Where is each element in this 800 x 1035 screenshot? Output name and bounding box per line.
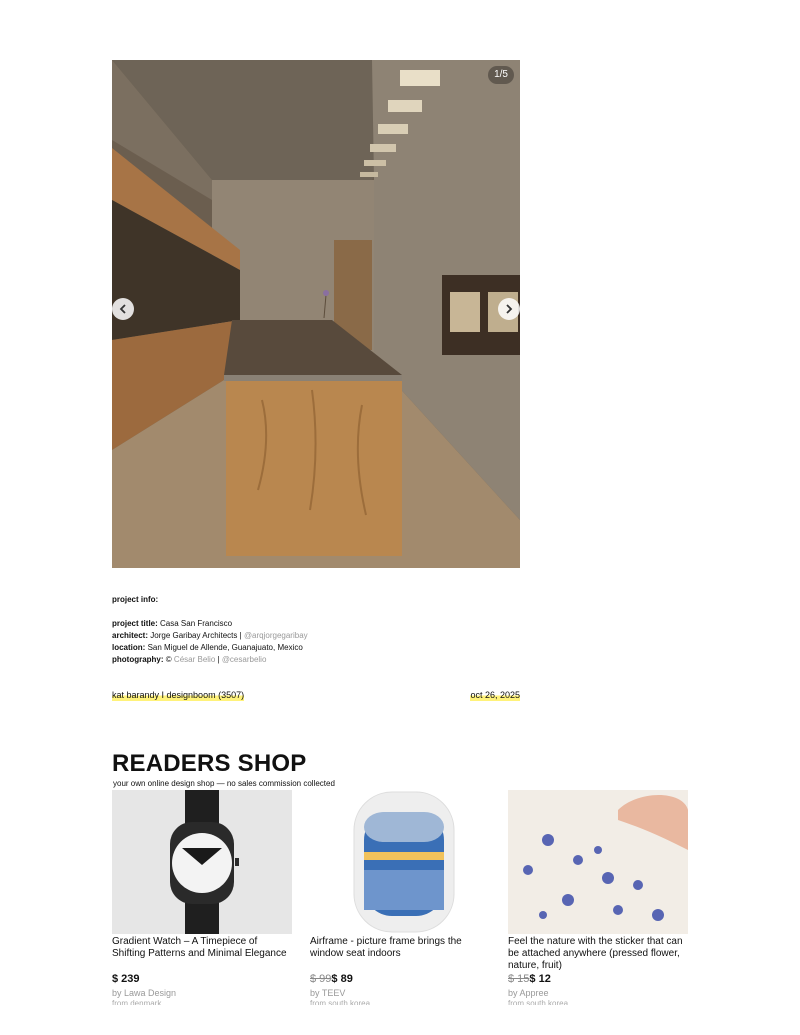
project-title-row [112,618,532,630]
project-title-label: project title: [112,619,158,628]
product-seller[interactable]: by Appree [508,988,549,998]
flower-sticker-image [508,790,688,934]
product-card[interactable] [508,790,688,1005]
architect-separator: | [237,631,244,640]
article-byline [112,689,520,703]
shop-title: READERS SHOP [112,750,307,777]
author-link[interactable]: kat barandy I designboom (3507) [112,690,245,700]
airframe-image [310,790,490,934]
product-old-price: $ 15 [508,973,530,985]
product-current-price: $ 12 [529,973,551,985]
watch-image [112,790,292,934]
product-origin: from south korea [508,999,569,1005]
previous-slide-button[interactable] [112,298,134,320]
product-price [508,972,688,986]
product-seller[interactable]: by TEEV [310,988,346,998]
product-image-airframe[interactable] [310,790,490,934]
location-value: San Miguel de Allende, Guanajuato, Mexico [147,643,303,652]
image-slider[interactable] [112,60,520,568]
shop-subtitle: your own online design shop — no sales commission collected [113,779,335,788]
slide-counter: 1/5 [488,66,514,84]
photographer-handle-link[interactable]: @cesarbelio [221,655,267,664]
product-origin: from denmark [112,999,162,1005]
location-row [112,642,532,654]
product-card[interactable] [310,790,490,1005]
product-current-price: $ 89 [331,973,353,985]
project-info-heading: project info: [112,595,159,604]
location-label: location: [112,643,146,652]
photography-separator: | [215,655,222,664]
product-price [310,972,490,986]
publish-date: oct 26, 2025 [470,690,520,700]
photography-label: photography: [112,655,164,664]
product-name[interactable]: Feel the nature with the sticker that can be attached anywhere (pressed flower, nature, fruit) [508,936,683,971]
architect-value: Jorge Garibay Architects [150,631,238,640]
chevron-right-icon [503,303,515,315]
chevron-left-icon [117,303,129,315]
product-seller[interactable]: by Lawa Design [112,988,177,998]
product-origin: from south korea [310,999,371,1005]
product-name[interactable]: Gradient Watch – A Timepiece of Shifting Patterns and Minimal Elegance [112,936,287,959]
product-price [112,972,292,986]
architect-row [112,630,532,642]
photography-row [112,654,532,666]
next-slide-button[interactable] [498,298,520,320]
project-info [112,594,532,666]
kitchen-photo [112,60,520,568]
product-old-price: $ 99 [310,973,332,985]
architect-handle-link[interactable]: @arqjorgegaribay [243,631,308,640]
project-title-value: Casa San Francisco [160,619,233,628]
product-image-watch[interactable] [112,790,292,934]
product-card[interactable] [112,790,292,1005]
product-image-flower-sticker[interactable] [508,790,688,934]
copyright-symbol: © [165,655,172,664]
product-name[interactable]: Airframe - picture frame brings the window seat indoors [310,936,462,959]
photographer-link[interactable]: César Belio [173,655,216,664]
product-current-price: $ 239 [112,973,140,985]
architect-label: architect: [112,631,149,640]
